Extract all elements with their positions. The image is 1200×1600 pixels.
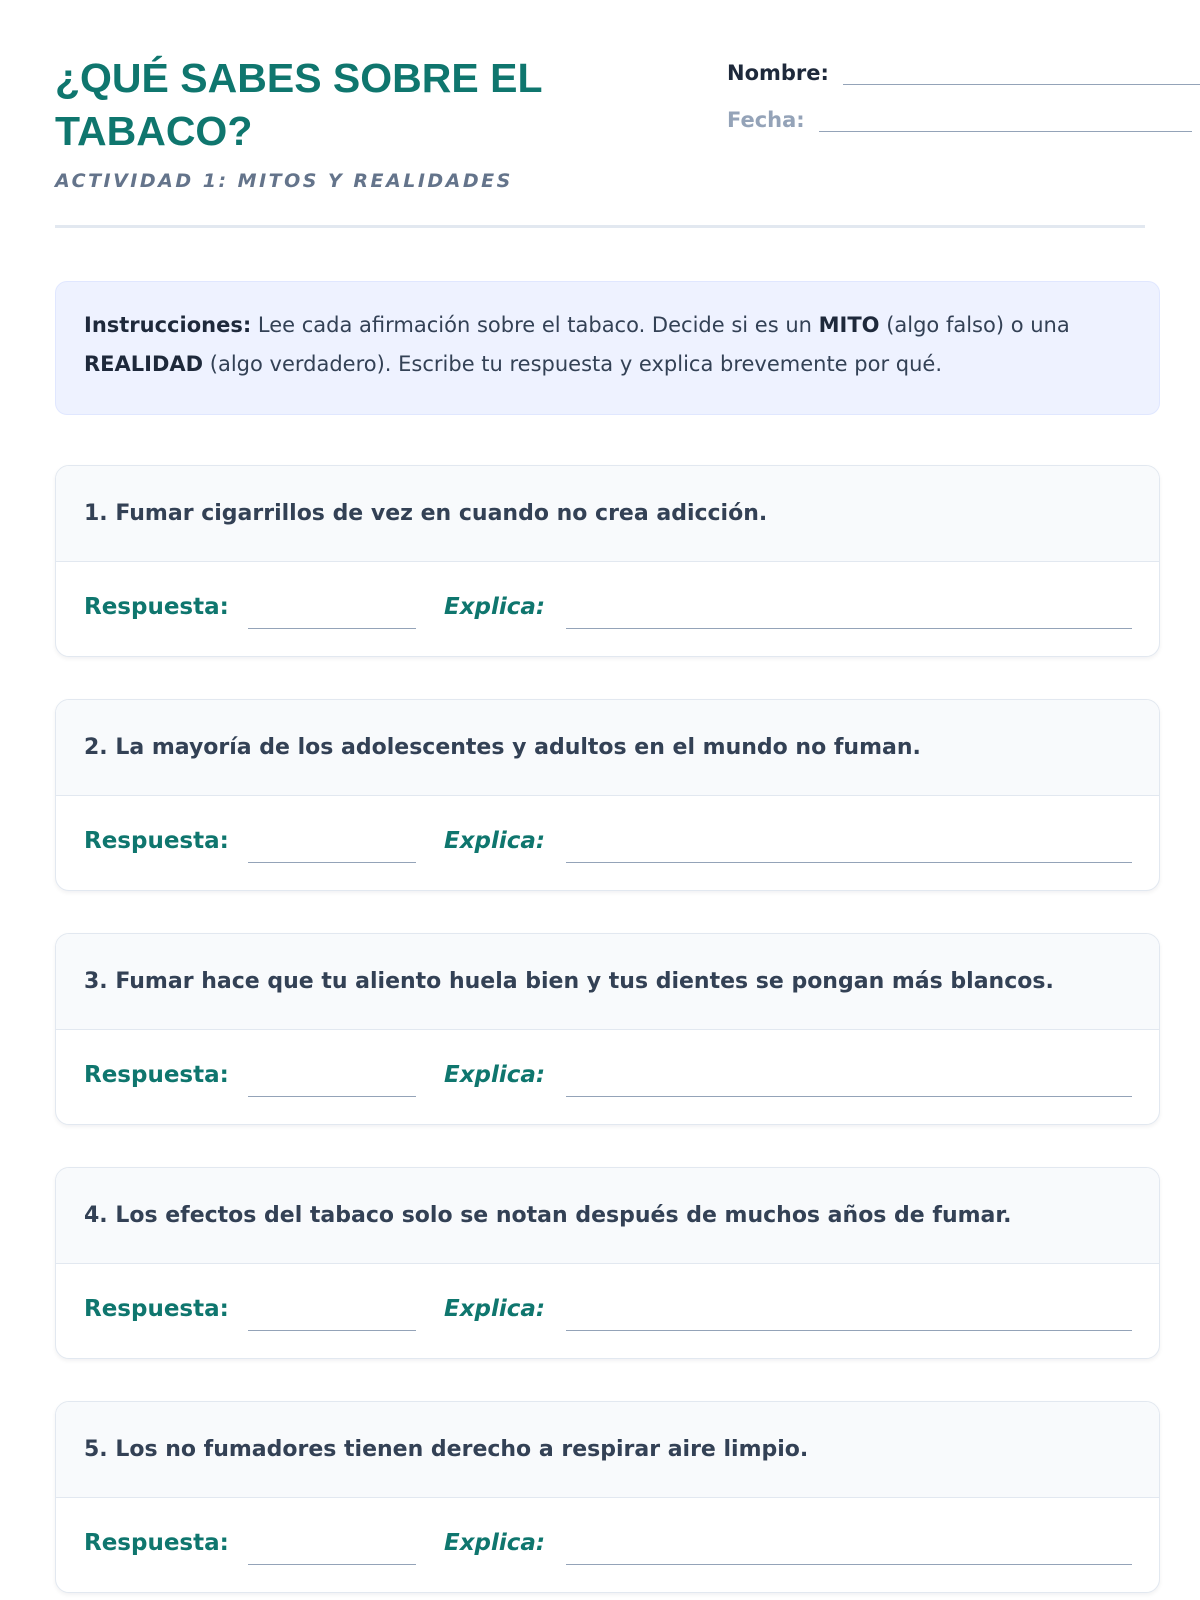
answer-area — [56, 1264, 1159, 1359]
mito-keyword: MITO — [818, 313, 880, 337]
answer-label: Respuesta: — [84, 1296, 229, 1322]
statement-text: 5. Los no fumadores tienen derecho a respirar aire limpio. — [56, 1402, 1159, 1498]
explain-label: Explica: — [444, 828, 546, 854]
answer-input-line[interactable] — [248, 1330, 416, 1331]
answer-input-line[interactable] — [248, 1564, 416, 1565]
explain-input-line[interactable] — [566, 1096, 1132, 1097]
explain-label: Explica: — [444, 594, 546, 620]
name-field-row — [727, 56, 1200, 85]
answer-input-line[interactable] — [248, 628, 416, 629]
page-title: ¿QUÉ SABES SOBRE EL TABACO? — [55, 55, 542, 154]
name-input-line[interactable] — [843, 56, 1200, 85]
explain-input-line[interactable] — [566, 628, 1132, 629]
explain-label: Explica: — [444, 1296, 546, 1322]
name-label: Nombre: — [727, 61, 829, 85]
explain-input-line[interactable] — [566, 862, 1132, 863]
statement-card-5 — [55, 1401, 1160, 1593]
statement-text: 4. Los efectos del tabaco solo se notan después de muchos años de fumar. — [56, 1168, 1159, 1264]
statement-card-4 — [55, 1167, 1160, 1359]
date-label: Fecha: — [727, 108, 805, 132]
instructions-text-3: (algo verdadero). Escribe tu respuesta y explica brevemente por qué. — [203, 352, 943, 376]
statement-text: 2. La mayoría de los adolescentes y adultos en el mundo no fuman. — [56, 700, 1159, 796]
answer-area — [56, 562, 1159, 657]
instructions-text-1: Lee cada afirmación sobre el tabaco. Decide si es un — [251, 313, 819, 337]
activity-subtitle: ACTIVIDAD 1: MITOS Y REALIDADES — [55, 170, 513, 192]
realidad-keyword: REALIDAD — [84, 352, 204, 376]
answer-label: Respuesta: — [84, 594, 229, 620]
statement-text: 3. Fumar hace que tu aliento huela bien y tus dientes se pongan más blancos. — [56, 934, 1159, 1030]
explain-input-line[interactable] — [566, 1330, 1132, 1331]
statement-card-1 — [55, 465, 1160, 657]
worksheet-header — [55, 0, 1145, 228]
answer-area — [56, 1498, 1159, 1593]
instructions-box — [55, 281, 1160, 415]
answer-label: Respuesta: — [84, 1530, 229, 1556]
instructions-lead: Instrucciones: — [84, 313, 252, 337]
answer-input-line[interactable] — [248, 862, 416, 863]
answer-label: Respuesta: — [84, 1062, 229, 1088]
answer-area — [56, 796, 1159, 891]
date-field-row — [727, 103, 1192, 132]
explain-label: Explica: — [444, 1062, 546, 1088]
statement-text: 1. Fumar cigarrillos de vez en cuando no crea adicción. — [56, 466, 1159, 562]
explain-label: Explica: — [444, 1530, 546, 1556]
date-input-line[interactable] — [819, 103, 1192, 132]
statement-card-3 — [55, 933, 1160, 1125]
instructions-text-2: (algo falso) o una — [879, 313, 1070, 337]
statement-card-2 — [55, 699, 1160, 891]
answer-area — [56, 1030, 1159, 1125]
answer-input-line[interactable] — [248, 1096, 416, 1097]
answer-label: Respuesta: — [84, 828, 229, 854]
explain-input-line[interactable] — [566, 1564, 1132, 1565]
